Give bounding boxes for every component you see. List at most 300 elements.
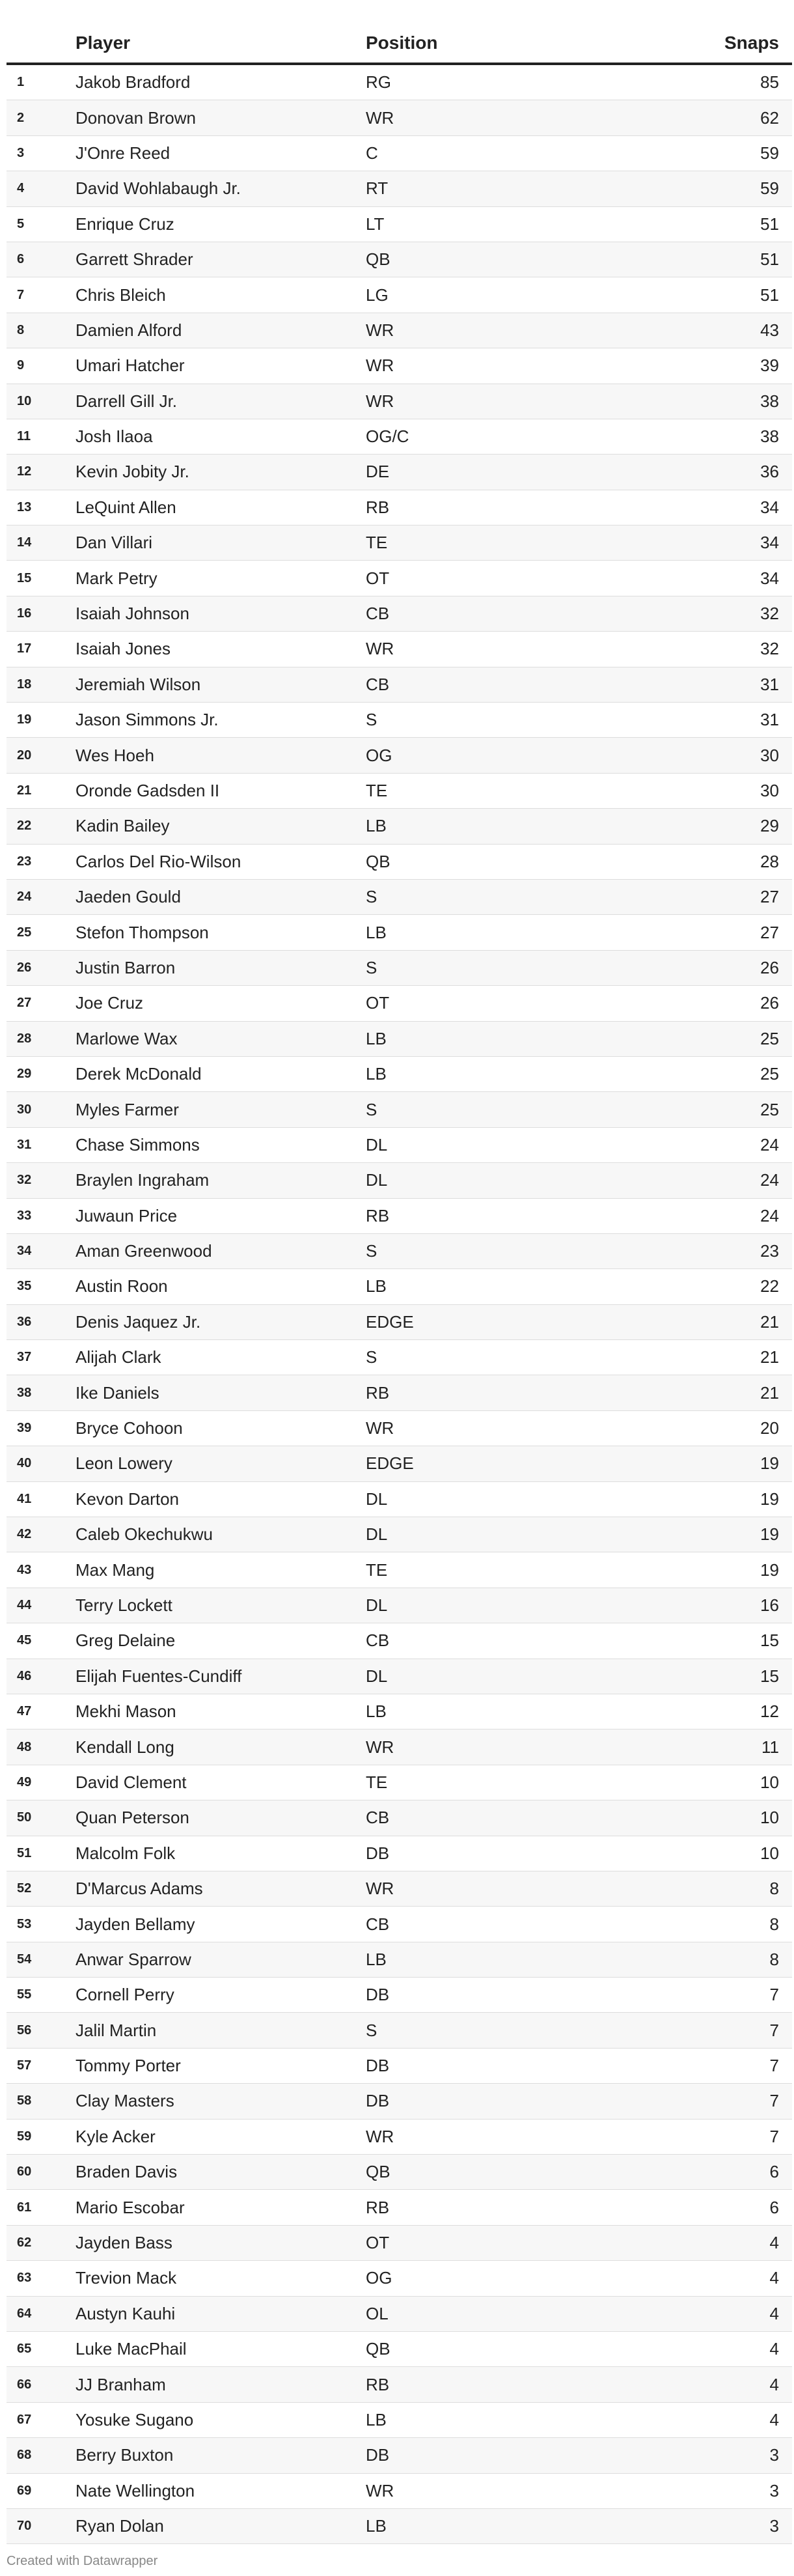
row-player: Clay Masters <box>75 2091 174 2111</box>
row-player: Jayden Bellamy <box>75 1914 195 1934</box>
row-position: LT <box>366 214 385 234</box>
row-snaps: 4 <box>769 2409 779 2429</box>
row-position: OL <box>366 2303 389 2323</box>
table-row <box>7 1871 792 1907</box>
row-position: CB <box>366 1914 390 1934</box>
row-player: Umari Hatcher <box>75 356 185 376</box>
table-row <box>7 100 792 135</box>
row-player: Ike Daniels <box>75 1382 159 1403</box>
row-snaps: 3 <box>769 2516 779 2536</box>
row-rank: 20 <box>17 748 32 763</box>
row-rank: 70 <box>17 2519 32 2534</box>
table-row <box>7 525 792 561</box>
row-position: LB <box>366 1701 387 1722</box>
table-row <box>7 1022 792 1057</box>
row-rank: 35 <box>17 1279 32 1294</box>
row-player: Jeremiah Wilson <box>75 674 201 694</box>
row-player: Yosuke Sugano <box>75 2409 194 2429</box>
row-position: TE <box>366 781 388 800</box>
row-position: WR <box>366 320 394 340</box>
row-snaps: 30 <box>760 781 779 800</box>
row-player: Max Mang <box>75 1560 155 1580</box>
row-snaps: 28 <box>760 851 779 871</box>
table-row <box>7 171 792 206</box>
row-player: Braylen Ingraham <box>75 1170 210 1190</box>
row-player: Luke MacPhail <box>75 2339 187 2359</box>
row-rank: 10 <box>17 393 32 408</box>
row-rank: 56 <box>17 2023 32 2037</box>
row-rank: 51 <box>17 1845 32 1860</box>
row-player: Trevion Mack <box>75 2268 177 2288</box>
row-snaps: 19 <box>760 1453 779 1474</box>
row-player: Aman Greenwood <box>75 1241 212 1261</box>
table-row <box>7 632 792 667</box>
table-row <box>7 2438 792 2473</box>
row-position: WR <box>366 639 394 659</box>
row-snaps: 43 <box>760 320 779 340</box>
table-row <box>7 277 792 313</box>
row-position: CB <box>366 1631 390 1651</box>
table-row <box>7 1942 792 1978</box>
row-rank: 31 <box>17 1137 32 1152</box>
row-position: CB <box>366 604 390 624</box>
row-player: Isaiah Jones <box>75 639 171 659</box>
table-row <box>7 1588 792 1623</box>
row-position: OG <box>366 2268 392 2288</box>
row-rank: 43 <box>17 1562 32 1577</box>
table-row <box>7 1269 792 1304</box>
row-rank: 7 <box>17 287 25 302</box>
row-position: DL <box>366 1134 388 1155</box>
row-player: Kadin Bailey <box>75 816 170 836</box>
row-rank: 42 <box>17 1527 32 1542</box>
row-rank: 58 <box>17 2093 32 2108</box>
row-snaps: 32 <box>760 639 779 659</box>
table-row <box>7 207 792 242</box>
row-snaps: 10 <box>760 1808 779 1828</box>
row-player: Enrique Cruz <box>75 214 174 234</box>
datawrapper-credit[interactable]: Created with Datawrapper <box>7 2554 158 2568</box>
row-snaps: 7 <box>769 2020 779 2040</box>
row-snaps: 10 <box>760 1772 779 1792</box>
row-rank: 36 <box>17 1314 32 1329</box>
table-row <box>7 738 792 773</box>
row-rank: 33 <box>17 1208 32 1223</box>
row-player: Garrett Shrader <box>75 249 193 270</box>
row-snaps: 16 <box>760 1595 779 1615</box>
row-player: Jalil Martin <box>75 2020 157 2040</box>
row-position: WR <box>366 2480 394 2500</box>
row-position: TE <box>366 1560 388 1580</box>
row-position: RB <box>366 497 390 517</box>
row-player: Jayden Bass <box>75 2233 172 2253</box>
table-row <box>7 2049 792 2084</box>
row-position: DB <box>366 1843 390 1863</box>
row-snaps: 4 <box>769 2303 779 2323</box>
table-row <box>7 1128 792 1163</box>
row-player: Damien Alford <box>75 320 182 340</box>
row-player: Austin Roon <box>75 1276 168 1296</box>
table-row <box>7 2261 792 2296</box>
row-snaps: 4 <box>769 2339 779 2359</box>
row-rank: 67 <box>17 2412 32 2427</box>
row-rank: 6 <box>17 252 25 267</box>
row-player: Myles Farmer <box>75 1099 179 1119</box>
row-snaps: 3 <box>769 2480 779 2500</box>
row-position: S <box>366 2020 377 2040</box>
row-position: LB <box>366 1949 387 1969</box>
row-player: Jaeden Gould <box>75 887 181 907</box>
row-player: Kevin Jobity Jr. <box>75 462 189 482</box>
row-snaps: 25 <box>760 1099 779 1119</box>
row-snaps: 7 <box>769 2126 779 2146</box>
table-row <box>7 2190 792 2225</box>
table-row <box>7 1517 792 1552</box>
table-row <box>7 313 792 348</box>
row-player: Malcolm Folk <box>75 1843 176 1863</box>
row-position: TE <box>366 533 388 553</box>
header-player[interactable]: Player <box>75 32 131 53</box>
row-snaps: 15 <box>760 1631 779 1651</box>
row-player: Berry Buxton <box>75 2445 174 2465</box>
row-player: Jakob Bradford <box>75 72 191 92</box>
row-position: S <box>366 1347 377 1367</box>
row-snaps: 21 <box>760 1347 779 1367</box>
row-rank: 11 <box>17 429 31 444</box>
row-position: QB <box>366 851 390 871</box>
row-player: David Wohlabaugh Jr. <box>75 178 241 199</box>
table-row <box>7 1694 792 1729</box>
row-position: WR <box>366 1418 394 1438</box>
row-snaps: 34 <box>760 568 779 588</box>
table-row <box>7 1163 792 1198</box>
row-snaps: 8 <box>769 1914 779 1934</box>
row-rank: 68 <box>17 2448 32 2463</box>
row-player: Darrell Gill Jr. <box>75 391 178 411</box>
row-snaps: 7 <box>769 2056 779 2076</box>
table-row <box>7 1411 792 1446</box>
table-row <box>7 419 792 455</box>
table-row <box>7 2332 792 2367</box>
row-position: S <box>366 887 377 907</box>
row-position: EDGE <box>366 1311 414 1332</box>
row-rank: 29 <box>17 1067 32 1082</box>
row-snaps: 24 <box>760 1134 779 1155</box>
row-player: Marlowe Wax <box>75 1028 178 1048</box>
row-rank: 25 <box>17 925 32 940</box>
row-rank: 28 <box>17 1031 32 1046</box>
row-position: DE <box>366 462 390 482</box>
table-row <box>7 1057 792 1092</box>
row-position: DB <box>366 1985 390 2005</box>
row-player: Justin Barron <box>75 957 176 977</box>
row-rank: 15 <box>17 570 32 585</box>
row-snaps: 59 <box>760 178 779 199</box>
row-rank: 23 <box>17 854 32 869</box>
row-rank: 9 <box>17 358 25 373</box>
row-snaps: 31 <box>760 710 779 730</box>
table-header <box>7 23 792 65</box>
row-snaps: 25 <box>760 1064 779 1084</box>
row-player: Donovan Brown <box>75 107 196 128</box>
row-snaps: 38 <box>760 391 779 411</box>
row-position: LB <box>366 1028 387 1048</box>
row-position: S <box>366 1099 377 1119</box>
row-player: Stefon Thompson <box>75 922 209 942</box>
table-row <box>7 1375 792 1410</box>
row-snaps: 62 <box>760 107 779 128</box>
row-rank: 48 <box>17 1739 32 1754</box>
row-snaps: 38 <box>760 427 779 447</box>
row-snaps: 24 <box>760 1170 779 1190</box>
row-rank: 1 <box>17 75 25 90</box>
row-player: Alijah Clark <box>75 1347 161 1367</box>
row-player: J'Onre Reed <box>75 143 171 163</box>
row-player: Josh Ilaoa <box>75 427 153 447</box>
row-snaps: 3 <box>769 2445 779 2465</box>
table-row <box>7 2013 792 2048</box>
row-snaps: 4 <box>769 2374 779 2394</box>
row-position: OG <box>366 745 392 765</box>
row-position: EDGE <box>366 1453 414 1474</box>
row-rank: 32 <box>17 1173 32 1188</box>
row-position: LB <box>366 1276 387 1296</box>
row-rank: 17 <box>17 641 32 656</box>
row-rank: 4 <box>17 181 25 196</box>
row-position: CB <box>366 1808 390 1828</box>
table-row <box>7 880 792 915</box>
row-player: Oronde Gadsden II <box>75 781 220 800</box>
table-row <box>7 1978 792 2013</box>
row-rank: 24 <box>17 889 32 904</box>
row-snaps: 8 <box>769 1879 779 1899</box>
row-rank: 44 <box>17 1597 32 1612</box>
row-snaps: 6 <box>769 2197 779 2217</box>
table-row <box>7 1340 792 1375</box>
row-snaps: 51 <box>760 249 779 270</box>
row-position: QB <box>366 2339 390 2359</box>
row-position: WR <box>366 2126 394 2146</box>
row-rank: 55 <box>17 1987 32 2002</box>
row-position: OT <box>366 993 390 1013</box>
row-snaps: 23 <box>760 1241 779 1261</box>
row-player: Juwaun Price <box>75 1205 178 1225</box>
row-snaps: 21 <box>760 1311 779 1332</box>
row-player: Leon Lowery <box>75 1453 172 1474</box>
row-player: Kevon Darton <box>75 1489 179 1509</box>
row-snaps: 26 <box>760 993 779 1013</box>
row-rank: 37 <box>17 1350 32 1365</box>
row-position: WR <box>366 391 394 411</box>
row-snaps: 15 <box>760 1666 779 1686</box>
row-rank: 26 <box>17 960 32 975</box>
table-row <box>7 596 792 632</box>
table-row <box>7 1836 792 1871</box>
row-position: TE <box>366 1772 388 1792</box>
table-row <box>7 1199 792 1234</box>
row-rank: 30 <box>17 1102 32 1117</box>
header-snaps[interactable]: Snaps <box>724 32 779 53</box>
row-position: LB <box>366 922 387 942</box>
row-snaps: 8 <box>769 1949 779 1969</box>
table-row <box>7 915 792 950</box>
row-snaps: 19 <box>760 1524 779 1545</box>
table-row <box>7 242 792 277</box>
row-player: Derek McDonald <box>75 1064 202 1084</box>
row-snaps: 51 <box>760 285 779 305</box>
row-player: Terry Lockett <box>75 1595 172 1615</box>
table-row <box>7 1092 792 1127</box>
row-player: Joe Cruz <box>75 993 144 1013</box>
row-player: Carlos Del Rio-Wilson <box>75 851 241 871</box>
table-row <box>7 65 792 100</box>
row-position: OT <box>366 2233 390 2253</box>
row-rank: 39 <box>17 1421 32 1436</box>
row-position: LB <box>366 2409 387 2429</box>
row-snaps: 85 <box>760 72 779 92</box>
table-row <box>7 1305 792 1340</box>
row-snaps: 59 <box>760 143 779 163</box>
row-position: DL <box>366 1666 388 1686</box>
row-snaps: 10 <box>760 1843 779 1863</box>
row-snaps: 27 <box>760 922 779 942</box>
row-player: Mekhi Mason <box>75 1701 176 1722</box>
row-rank: 38 <box>17 1385 32 1400</box>
row-player: Cornell Perry <box>75 1985 174 2005</box>
row-player: JJ Branham <box>75 2374 166 2394</box>
row-rank: 64 <box>17 2306 32 2321</box>
row-snaps: 51 <box>760 214 779 234</box>
row-snaps: 34 <box>760 533 779 553</box>
row-rank: 66 <box>17 2377 32 2392</box>
row-rank: 57 <box>17 2058 32 2073</box>
row-rank: 16 <box>17 606 32 621</box>
table-row <box>7 490 792 525</box>
row-snaps: 36 <box>760 462 779 482</box>
row-rank: 65 <box>17 2342 32 2357</box>
row-position: LB <box>366 2516 387 2536</box>
row-snaps: 32 <box>760 604 779 624</box>
row-player: Nate Wellington <box>75 2480 195 2500</box>
table-row <box>7 1907 792 1942</box>
row-snaps: 7 <box>769 2091 779 2111</box>
row-position: QB <box>366 2162 390 2182</box>
row-snaps: 29 <box>760 816 779 836</box>
row-rank: 18 <box>17 677 32 692</box>
row-player: Mark Petry <box>75 568 157 588</box>
table-row <box>7 667 792 703</box>
header-position[interactable]: Position <box>366 32 438 53</box>
row-position: RB <box>366 1382 390 1403</box>
row-position: CB <box>366 674 390 694</box>
row-rank: 13 <box>17 499 32 514</box>
row-snaps: 27 <box>760 887 779 907</box>
row-snaps: 19 <box>760 1489 779 1509</box>
row-position: LB <box>366 816 387 836</box>
table-row <box>7 561 792 596</box>
table-row <box>7 1659 792 1694</box>
row-player: Mario Escobar <box>75 2197 185 2217</box>
row-rank: 62 <box>17 2235 32 2250</box>
row-position: RT <box>366 178 389 199</box>
row-position: WR <box>366 356 394 376</box>
table-row <box>7 348 792 384</box>
table-row <box>7 2226 792 2261</box>
row-position: S <box>366 710 377 730</box>
row-rank: 69 <box>17 2483 32 2498</box>
table-row <box>7 2297 792 2332</box>
row-player: Kendall Long <box>75 1737 174 1757</box>
row-rank: 61 <box>17 2200 32 2215</box>
row-player: Bryce Cohoon <box>75 1418 183 1438</box>
row-position: RB <box>366 1205 390 1225</box>
table-row <box>7 1623 792 1659</box>
row-position: DL <box>366 1595 388 1615</box>
row-player: Elijah Fuentes-Cundiff <box>75 1666 242 1686</box>
table-row <box>7 1729 792 1765</box>
row-position: DL <box>366 1170 388 1190</box>
row-snaps: 11 <box>761 1737 779 1757</box>
row-rank: 53 <box>17 1916 32 1931</box>
row-player: Isaiah Johnson <box>75 604 189 624</box>
row-position: C <box>366 143 378 163</box>
table-row <box>7 2084 792 2119</box>
snaps-table <box>7 23 792 2544</box>
row-rank: 34 <box>17 1244 32 1259</box>
row-rank: 19 <box>17 712 32 727</box>
table-row <box>7 2509 792 2544</box>
table-row <box>7 2403 792 2438</box>
row-rank: 45 <box>17 1633 32 1648</box>
row-rank: 3 <box>17 145 25 160</box>
row-player: Greg Delaine <box>75 1631 176 1651</box>
table-row <box>7 774 792 809</box>
row-snaps: 24 <box>760 1205 779 1225</box>
row-rank: 54 <box>17 1952 32 1967</box>
table-row <box>7 2367 792 2402</box>
row-position: S <box>366 1241 377 1261</box>
row-position: DL <box>366 1524 388 1545</box>
row-rank: 27 <box>17 996 32 1011</box>
row-player: Caleb Okechukwu <box>75 1524 213 1545</box>
row-player: Denis Jaquez Jr. <box>75 1311 201 1332</box>
row-rank: 14 <box>17 535 32 550</box>
row-position: S <box>366 957 377 977</box>
row-rank: 21 <box>17 783 32 798</box>
row-player: David Clement <box>75 1772 187 1792</box>
row-player: Dan Villari <box>75 533 153 553</box>
table-row <box>7 951 792 986</box>
row-snaps: 26 <box>760 957 779 977</box>
table-body <box>7 65 792 2544</box>
row-rank: 52 <box>17 1881 32 1896</box>
row-rank: 63 <box>17 2271 32 2286</box>
table-row <box>7 2474 792 2509</box>
row-player: Kyle Acker <box>75 2126 156 2146</box>
row-position: RB <box>366 2374 390 2394</box>
row-position: LB <box>366 1064 387 1084</box>
row-player: Austyn Kauhi <box>75 2303 176 2323</box>
row-snaps: 20 <box>760 1418 779 1438</box>
row-rank: 40 <box>17 1456 32 1471</box>
row-snaps: 31 <box>760 674 779 694</box>
table-row <box>7 2155 792 2190</box>
table-row <box>7 1800 792 1836</box>
row-snaps: 21 <box>760 1382 779 1403</box>
row-position: WR <box>366 107 394 128</box>
row-player: Anwar Sparrow <box>75 1949 191 1969</box>
row-player: Braden Davis <box>75 2162 178 2182</box>
